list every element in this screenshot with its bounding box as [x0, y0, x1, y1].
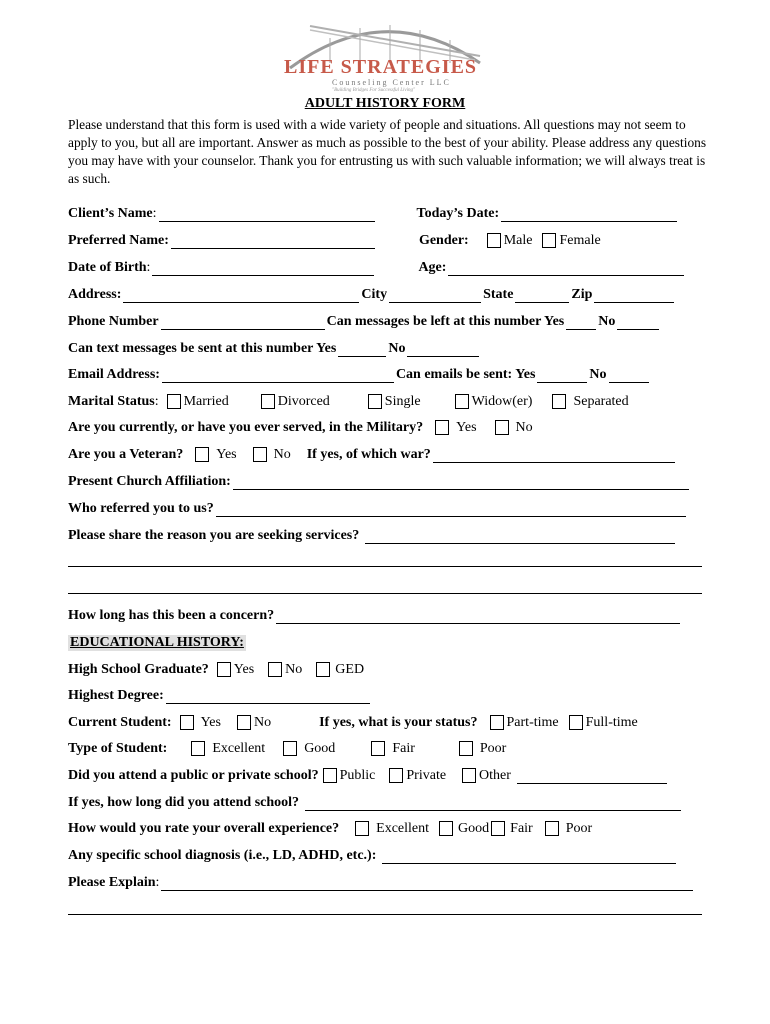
type-good-label: Good: [304, 741, 336, 756]
current-yes-checkbox[interactable]: [180, 715, 194, 730]
highest-degree-label: Highest Degree:: [68, 688, 164, 703]
row-reason: [68, 524, 677, 544]
private-label: Private: [406, 768, 447, 783]
type-fair-checkbox[interactable]: [371, 741, 385, 756]
military-no-label: No: [515, 420, 533, 435]
military-no-checkbox[interactable]: [495, 420, 509, 435]
emails-yes-field[interactable]: [537, 368, 587, 383]
which-war-label: If yes, of which war?: [306, 447, 431, 462]
explain-field[interactable]: [161, 876, 693, 891]
school-duration-label: If yes, how long did you attend school?: [68, 795, 300, 810]
row-rate-experience: [68, 817, 592, 837]
can-text-label: Can text messages be sent at this number Yes: [68, 341, 337, 356]
gender-label: Gender:: [418, 233, 469, 248]
concern-duration-field[interactable]: [276, 609, 680, 624]
widow-label: Widow(er): [471, 394, 533, 409]
city-label: City: [361, 287, 388, 302]
todays-date-label: Today’s Date:: [416, 206, 500, 221]
row-diagnosis: [68, 844, 678, 864]
veteran-yes-checkbox[interactable]: [195, 447, 209, 462]
hs-grad-label: High School Graduate?: [68, 662, 209, 677]
logo-tagline: "Building Bridges For Successful Living": [332, 88, 416, 93]
divorced-label: Divorced: [277, 394, 330, 409]
messages-yes-field[interactable]: [566, 315, 596, 330]
rate-fair-label: Fair: [510, 821, 533, 836]
messages-no-label: No: [598, 314, 616, 329]
row-marital: Marital Status : Married Divorced Single Widow(er) Separated: [68, 394, 629, 409]
veteran-no-checkbox[interactable]: [253, 447, 267, 462]
row-highest-degree: [68, 684, 372, 704]
veteran-no-label: No: [273, 447, 291, 462]
part-time-checkbox[interactable]: [490, 715, 504, 730]
rate-excellent-label: Excellent: [376, 821, 430, 836]
church-label: Present Church Affiliation:: [68, 474, 231, 489]
row-church: [68, 470, 691, 490]
emails-no-field[interactable]: [609, 368, 649, 383]
veteran-label: Are you a Veteran?: [68, 447, 184, 462]
can-emails-label: Can emails be sent: Yes: [395, 367, 536, 382]
row-email: [68, 363, 651, 383]
separated-label: Separated: [573, 394, 629, 409]
row-phone: [68, 310, 661, 330]
text-no-field[interactable]: [407, 342, 479, 357]
public-checkbox[interactable]: [323, 768, 337, 783]
current-yes-label: Yes: [200, 715, 221, 730]
hs-ged-checkbox[interactable]: [316, 662, 330, 677]
explain-line-2[interactable]: [68, 914, 702, 915]
hs-yes-label: Yes: [233, 662, 255, 677]
married-label: Married: [183, 394, 229, 409]
type-poor-checkbox[interactable]: [459, 741, 473, 756]
dob-label: Date of Birth: [68, 260, 147, 275]
city-field[interactable]: [389, 288, 481, 303]
type-student-label: Type of Student:: [68, 741, 168, 756]
full-time-checkbox[interactable]: [569, 715, 583, 730]
rate-good-checkbox[interactable]: [439, 821, 453, 836]
diagnosis-label: Any specific school diagnosis (i.e., LD, ADHD, etc.):: [68, 848, 377, 863]
zip-field[interactable]: [594, 288, 674, 303]
hs-ged-label: GED: [335, 662, 365, 677]
rate-experience-label: How would you rate your overall experience?: [68, 821, 340, 836]
diagnosis-field[interactable]: [382, 849, 676, 864]
type-excellent-checkbox[interactable]: [191, 741, 205, 756]
referred-field[interactable]: [216, 502, 686, 517]
row-explain: Please Explain :: [68, 871, 695, 891]
rate-good-label: Good: [458, 821, 490, 836]
referred-label: Who referred you to us?: [68, 501, 214, 516]
rate-excellent-checkbox[interactable]: [355, 821, 369, 836]
row-address: [68, 283, 676, 303]
row-type-student: [68, 737, 506, 757]
current-no-checkbox[interactable]: [237, 715, 251, 730]
preferred-name-field[interactable]: [171, 234, 375, 249]
current-student-label: Current Student:: [68, 715, 172, 730]
male-label: Male: [503, 233, 533, 248]
reason-label: Please share the reason you are seeking services?: [68, 528, 360, 543]
military-yes-label: Yes: [456, 420, 477, 435]
reason-line-2[interactable]: [68, 566, 702, 567]
military-label: Are you currently, or have you ever served, in the Military?: [68, 420, 424, 435]
zip-label: Zip: [571, 287, 593, 302]
messages-no-field[interactable]: [617, 315, 659, 330]
row-public-private: [68, 764, 669, 784]
single-checkbox[interactable]: [368, 394, 382, 409]
reason-line-3[interactable]: [68, 593, 702, 594]
separated-checkbox[interactable]: [552, 394, 566, 409]
email-field[interactable]: [162, 368, 394, 383]
widow-checkbox[interactable]: [455, 394, 469, 409]
email-label: Email Address:: [68, 367, 160, 382]
form-title: ADULT HISTORY FORM: [304, 96, 466, 111]
logo-subtitle: Counseling Center LLC: [332, 78, 451, 87]
phone-field[interactable]: [161, 315, 325, 330]
row-text-messages: [68, 337, 481, 357]
hs-no-checkbox[interactable]: [268, 662, 282, 677]
reason-field[interactable]: [365, 529, 675, 544]
age-field[interactable]: [448, 261, 684, 276]
row-referred: [68, 497, 688, 517]
church-field[interactable]: [233, 475, 689, 490]
public-private-label: Did you attend a public or private school?: [68, 768, 319, 783]
veteran-yes-label: Yes: [216, 447, 237, 462]
current-no-label: No: [253, 715, 272, 730]
which-war-field[interactable]: [433, 448, 675, 463]
rate-poor-checkbox[interactable]: [545, 821, 559, 836]
divorced-checkbox[interactable]: [261, 394, 275, 409]
logo: [270, 8, 500, 96]
explain-label: Please Explain: [68, 875, 156, 890]
state-field[interactable]: [515, 288, 569, 303]
type-excellent-label: Excellent: [212, 741, 266, 756]
part-time-label: Part-time: [506, 715, 559, 730]
private-checkbox[interactable]: [389, 768, 403, 783]
married-checkbox[interactable]: [167, 394, 181, 409]
single-label: Single: [384, 394, 421, 409]
address-field[interactable]: [123, 288, 359, 303]
type-poor-label: Poor: [479, 741, 507, 756]
row-client-name: Client’s Name : Today’s Date:: [68, 202, 679, 222]
state-label: State: [483, 287, 514, 302]
type-fair-label: Fair: [392, 741, 415, 756]
hs-yes-checkbox[interactable]: [217, 662, 231, 677]
preferred-name-label: Preferred Name:: [68, 233, 169, 248]
other-field[interactable]: [517, 769, 667, 784]
can-messages-label: Can messages be left at this number Yes: [326, 314, 565, 329]
row-concern-duration: [68, 604, 682, 624]
client-name-field[interactable]: [159, 207, 375, 222]
rate-fair-checkbox[interactable]: [491, 821, 505, 836]
row-school-duration: [68, 791, 683, 811]
hs-no-label: No: [285, 662, 303, 677]
row-edu-section: [68, 631, 246, 651]
text-no-label: No: [388, 341, 406, 356]
full-time-label: Full-time: [585, 715, 638, 730]
rate-poor-label: Poor: [565, 821, 593, 836]
todays-date-field[interactable]: [501, 207, 677, 222]
status-question-label: If yes, what is your status?: [319, 715, 478, 730]
dob-field[interactable]: [152, 261, 374, 276]
logo-name: LIFE STRATEGIES: [284, 56, 478, 78]
public-label: Public: [339, 768, 376, 783]
row-preferred-name: [68, 229, 601, 249]
intro-paragraph: Please understand that this form is used with a wide variety of people and situations. All questions may not seem to apply to you, but all are important. Answer as much as possible to the best of your ability. Please address any questions you may have with your counselor. Thank you for entrusting us with such valuable information; we will always treat is as such.: [68, 117, 707, 186]
phone-label: Phone Number: [68, 314, 159, 329]
male-checkbox[interactable]: [487, 233, 501, 248]
row-hs-grad: [68, 658, 364, 678]
marital-label: Marital Status: [68, 394, 155, 409]
highest-degree-field[interactable]: [166, 689, 370, 704]
address-label: Address:: [68, 287, 122, 302]
other-checkbox[interactable]: [462, 768, 476, 783]
client-name-label: Client’s Name: [68, 206, 153, 221]
text-yes-field[interactable]: [338, 342, 386, 357]
edu-section-heading: EDUCATIONAL HISTORY:: [70, 635, 244, 650]
row-military: [68, 416, 533, 436]
row-dob: Date of Birth : Age:: [68, 256, 686, 276]
row-veteran: [68, 443, 677, 463]
other-label: Other: [479, 768, 511, 783]
female-checkbox[interactable]: [542, 233, 556, 248]
concern-duration-label: How long has this been a concern?: [68, 608, 275, 623]
age-label: Age:: [418, 260, 447, 275]
military-yes-checkbox[interactable]: [435, 420, 449, 435]
school-duration-field[interactable]: [305, 796, 681, 811]
emails-no-label: No: [589, 367, 607, 382]
row-current-student: [68, 711, 638, 731]
female-label: Female: [559, 233, 601, 248]
type-good-checkbox[interactable]: [283, 741, 297, 756]
